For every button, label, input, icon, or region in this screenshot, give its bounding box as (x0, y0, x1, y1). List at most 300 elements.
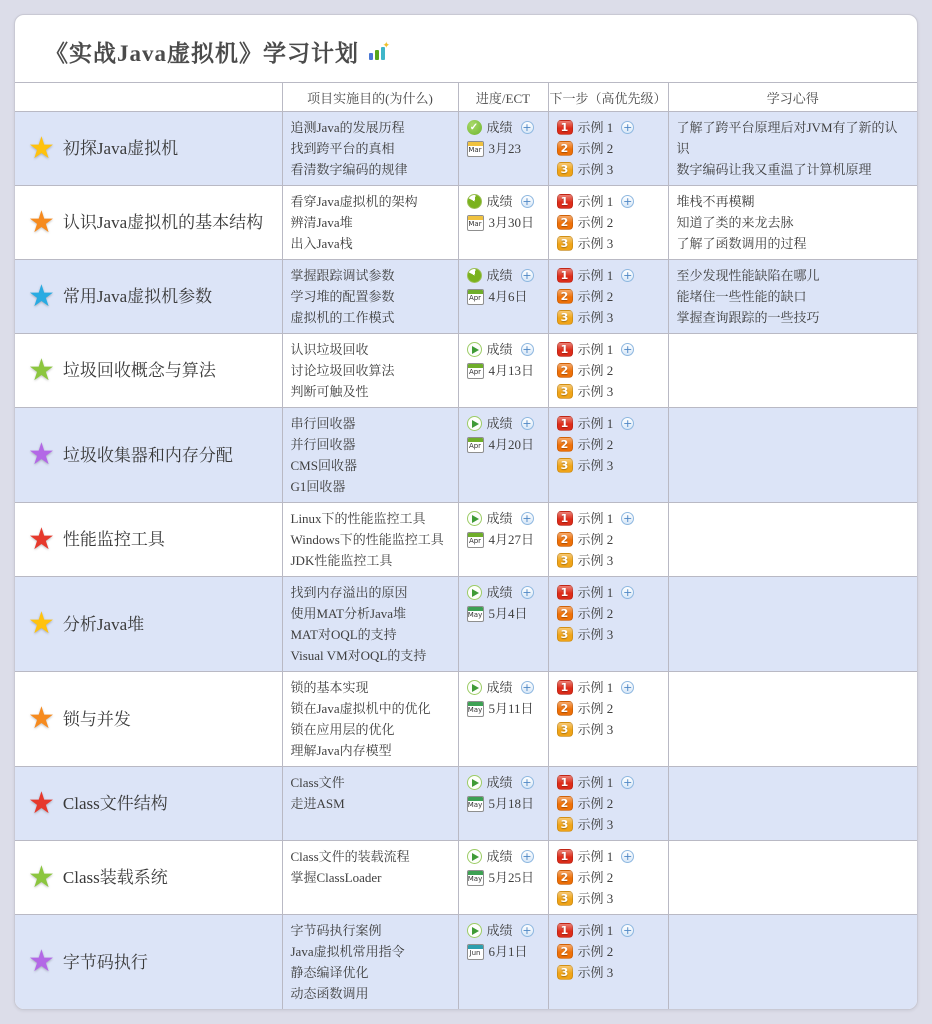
date-label: 4月27日 (488, 532, 535, 547)
note-item: 堆栈不再模糊 (676, 194, 755, 209)
topic-label: 锁与并发 (62, 709, 131, 729)
next-step-label: 示例 3 (577, 384, 614, 399)
next-step-label: 示例 3 (577, 817, 614, 832)
date-label: 5月25日 (488, 870, 535, 885)
next-step-label: 示例 3 (577, 891, 614, 906)
progress-label: 成绩 (486, 923, 513, 938)
next-step-line (557, 286, 660, 307)
next-step-line (557, 920, 660, 941)
notes-cell (668, 334, 917, 408)
add-button[interactable]: + (522, 924, 532, 937)
progress-label: 成绩 (486, 680, 513, 695)
purpose-cell (282, 577, 458, 672)
purpose-item: Visual VM对OQL的支持 (290, 648, 427, 663)
star-icon: ★ (28, 205, 55, 239)
topic-cell (15, 408, 282, 503)
next-step-label: 示例 2 (577, 141, 614, 156)
next-step-label: 示例 2 (577, 289, 614, 304)
progress-label: 成绩 (486, 268, 513, 283)
progress-date-line (467, 793, 540, 814)
next-step-label: 示例 3 (577, 553, 614, 568)
column-header-0 (15, 83, 282, 112)
next-step-label: 示例 2 (577, 215, 614, 230)
progress-cell (458, 186, 548, 260)
next-step-line (557, 529, 660, 550)
progress-cell (458, 260, 548, 334)
calendar-month-label: Jun (469, 949, 481, 957)
learning-plan-card (14, 14, 918, 1010)
date-label: 3月30日 (488, 215, 535, 230)
calendar-icon (467, 796, 484, 812)
topic-cell (15, 767, 282, 841)
plan-row (15, 577, 917, 672)
add-button[interactable]: + (623, 586, 633, 599)
purpose-item: Class文件的装载流程 (290, 849, 410, 864)
add-button[interactable]: + (623, 850, 633, 863)
purpose-item: 讨论垃圾回收算法 (290, 363, 395, 378)
plan-row (15, 672, 917, 767)
priority-badge-2: 2 (557, 437, 573, 452)
next-step-label: 示例 3 (577, 236, 614, 251)
priority-badge-1: 1 (557, 120, 573, 135)
purpose-item: 理解Java内存模型 (290, 743, 392, 758)
topic-label: 常用Java虚拟机参数 (62, 287, 213, 306)
star-icon: ★ (28, 860, 55, 894)
status-play-icon (467, 416, 482, 431)
star-icon: ★ (28, 945, 55, 978)
progress-date-line (467, 698, 540, 719)
add-button[interactable]: + (623, 121, 633, 134)
purpose-item: 掌握ClassLoader (290, 870, 382, 885)
next-step-line (557, 793, 660, 814)
progress-score-line (467, 508, 540, 529)
progress-label: 成绩 (486, 416, 513, 431)
star-icon: ★ (28, 131, 55, 165)
next-step-label: 示例 1 (577, 342, 614, 357)
progress-cell (458, 408, 548, 503)
add-button[interactable]: + (623, 417, 633, 430)
calendar-month-label: May (467, 611, 483, 619)
notes-cell (668, 260, 917, 334)
calendar-month-label: May (467, 875, 483, 883)
priority-badge-1: 1 (557, 680, 573, 695)
progress-date-line (467, 138, 540, 159)
notes-cell (668, 112, 917, 186)
purpose-item: 掌握跟踪调试参数 (290, 268, 395, 283)
topic-cell (15, 503, 282, 577)
purpose-cell (282, 767, 458, 841)
purpose-cell (282, 841, 458, 915)
priority-badge-1: 1 (557, 585, 573, 600)
next-step-label: 示例 1 (577, 416, 614, 431)
progress-cell (458, 503, 548, 577)
add-button[interactable]: + (522, 269, 532, 282)
next-step-label: 示例 2 (577, 437, 614, 452)
next-step-label: 示例 1 (577, 120, 614, 135)
purpose-item: 串行回收器 (290, 416, 356, 431)
next-step-line (557, 381, 660, 402)
priority-badge-1: 1 (557, 511, 573, 526)
notes-cell (668, 767, 917, 841)
calendar-icon (467, 606, 484, 622)
progress-cell (458, 672, 548, 767)
add-button[interactable]: + (522, 195, 532, 208)
priority-badge-1: 1 (557, 268, 573, 283)
date-label: 3月23 (488, 141, 522, 156)
add-button[interactable]: + (623, 343, 633, 356)
topic-label: 性能监控工具 (62, 530, 165, 549)
column-header-2: 进度/ECT (458, 83, 548, 112)
next-step-line (557, 508, 660, 529)
next-step-label: 示例 3 (577, 965, 614, 980)
table-header-row (15, 83, 917, 112)
notes-cell (668, 915, 917, 1010)
date-label: 6月1日 (488, 944, 528, 959)
next-step-label: 示例 2 (577, 796, 614, 811)
next-step-label: 示例 1 (577, 680, 614, 695)
topic-cell (15, 577, 282, 672)
progress-date-line (467, 529, 540, 550)
next-step-line (557, 212, 660, 233)
date-label: 4月6日 (488, 289, 528, 304)
purpose-item: 出入Java栈 (290, 236, 353, 251)
date-label: 5月4日 (488, 606, 528, 621)
purpose-item: 学习堆的配置参数 (290, 289, 395, 304)
next-step-label: 示例 2 (577, 701, 614, 716)
next-step-label: 示例 3 (577, 458, 614, 473)
add-button[interactable]: + (522, 850, 532, 863)
next-step-line (557, 138, 660, 159)
progress-label: 成绩 (486, 342, 513, 357)
progress-score-line (467, 191, 540, 212)
purpose-item: 看清数字编码的规律 (290, 162, 408, 177)
purpose-item: 字节码执行案例 (290, 923, 382, 938)
purpose-item: 追测Java的发展历程 (290, 120, 405, 135)
next-step-label: 示例 3 (577, 162, 614, 177)
progress-label: 成绩 (486, 511, 513, 526)
next-step-label: 示例 1 (577, 923, 614, 938)
next-step-line (557, 867, 660, 888)
priority-badge-3: 3 (557, 458, 573, 473)
status-play-icon (467, 923, 482, 938)
topic-cell (15, 672, 282, 767)
progress-score-line (467, 677, 540, 698)
purpose-cell (282, 408, 458, 503)
progress-score-line (467, 265, 540, 286)
calendar-icon (467, 532, 484, 548)
status-check-icon: ✓ (467, 120, 482, 135)
title-row (15, 15, 917, 82)
topic-label: 分析Java堆 (62, 614, 145, 634)
date-label: 5月18日 (488, 796, 535, 811)
progress-cell (458, 577, 548, 672)
next-step-line (557, 339, 660, 360)
next-step-line (557, 677, 660, 698)
priority-badge-1: 1 (557, 342, 573, 357)
purpose-item: 锁在应用层的优化 (290, 722, 395, 737)
purpose-item: 并行回收器 (290, 437, 356, 452)
note-item: 掌握查询跟踪的一些技巧 (676, 310, 820, 325)
next-steps-cell (548, 915, 668, 1010)
next-step-line (557, 698, 660, 719)
progress-date-line (467, 603, 540, 624)
column-header-4: 学习心得 (668, 83, 917, 112)
priority-badge-1: 1 (557, 923, 573, 938)
bar-chart-icon: ✦ (369, 44, 385, 60)
progress-score-line (467, 582, 540, 603)
column-header-3: 下一步（高优先级） (548, 83, 668, 112)
status-pie-progress-icon (467, 268, 482, 283)
next-steps-cell (548, 577, 668, 672)
next-step-line (557, 962, 660, 983)
priority-badge-3: 3 (557, 891, 573, 906)
add-button[interactable]: + (623, 924, 633, 937)
purpose-item: Java虚拟机常用指令 (290, 944, 405, 959)
priority-badge-1: 1 (557, 416, 573, 431)
purpose-item: 找到跨平台的真相 (290, 141, 395, 156)
calendar-month-label: Mar (468, 146, 482, 154)
topic-label: 字节码执行 (62, 952, 148, 972)
purpose-item: 看穿Java虚拟机的架构 (290, 194, 418, 209)
priority-badge-3: 3 (557, 310, 573, 325)
calendar-month-label: Mar (468, 220, 482, 228)
next-step-line (557, 624, 660, 645)
add-button[interactable]: + (522, 512, 532, 525)
purpose-item: G1回收器 (290, 479, 346, 494)
add-button[interactable]: + (623, 512, 633, 525)
next-step-label: 示例 3 (577, 722, 614, 737)
topic-label: 初探Java虚拟机 (62, 139, 179, 158)
next-steps-cell (548, 408, 668, 503)
progress-cell (458, 767, 548, 841)
star-icon: ★ (28, 702, 55, 735)
star-icon: ★ (28, 522, 55, 556)
priority-badge-3: 3 (557, 236, 573, 251)
topic-cell (15, 915, 282, 1010)
progress-score-line (467, 772, 540, 793)
next-step-line (557, 719, 660, 740)
date-label: 4月20日 (488, 437, 535, 452)
next-step-line (557, 888, 660, 909)
purpose-item: 虚拟机的工作模式 (290, 310, 395, 325)
calendar-icon (467, 437, 484, 453)
add-button[interactable]: + (522, 417, 532, 430)
next-step-line (557, 550, 660, 571)
priority-badge-2: 2 (557, 289, 573, 304)
purpose-cell (282, 915, 458, 1010)
topic-cell (15, 334, 282, 408)
star-icon: ★ (28, 353, 55, 387)
progress-label: 成绩 (486, 775, 513, 790)
priority-badge-2: 2 (557, 141, 573, 156)
purpose-cell (282, 260, 458, 334)
next-steps-cell (548, 260, 668, 334)
plan-row (15, 915, 917, 1010)
progress-date-line (467, 867, 540, 888)
next-step-line (557, 159, 660, 180)
plan-row (15, 334, 917, 408)
date-label: 5月11日 (488, 701, 534, 716)
note-item: 数字编码让我又重温了计算机原理 (676, 162, 872, 177)
next-step-label: 示例 2 (577, 363, 614, 378)
progress-date-line (467, 286, 540, 307)
priority-badge-1: 1 (557, 849, 573, 864)
calendar-month-label: Apr (468, 537, 482, 545)
priority-badge-3: 3 (557, 162, 573, 177)
progress-cell (458, 334, 548, 408)
priority-badge-3: 3 (557, 384, 573, 399)
next-step-line (557, 772, 660, 793)
note-item: 了解了跨平台原理后对JVM有了新的认识 (676, 120, 898, 156)
priority-badge-2: 2 (557, 870, 573, 885)
plan-row (15, 186, 917, 260)
status-play-icon (467, 511, 482, 526)
notes-cell (668, 841, 917, 915)
calendar-month-label: May (467, 801, 483, 809)
calendar-icon (467, 289, 484, 305)
add-button[interactable]: + (522, 343, 532, 356)
progress-date-line (467, 212, 540, 233)
priority-badge-2: 2 (557, 701, 573, 716)
purpose-cell (282, 112, 458, 186)
star-icon: ★ (28, 607, 55, 640)
purpose-item: 找到内存溢出的原因 (290, 585, 408, 600)
purpose-item: 锁的基本实现 (290, 680, 369, 695)
purpose-cell (282, 186, 458, 260)
topic-label: Class文件结构 (62, 794, 168, 813)
plan-row (15, 260, 917, 334)
progress-label: 成绩 (486, 585, 513, 600)
priority-badge-2: 2 (557, 363, 573, 378)
next-step-label: 示例 1 (577, 585, 614, 600)
purpose-item: 走进ASM (290, 796, 345, 811)
plan-row (15, 841, 917, 915)
topic-label: 认识Java虚拟机的基本结构 (62, 213, 264, 232)
priority-badge-1: 1 (557, 194, 573, 209)
priority-badge-2: 2 (557, 944, 573, 959)
priority-badge-2: 2 (557, 796, 573, 811)
purpose-cell (282, 672, 458, 767)
add-button[interactable]: + (522, 681, 532, 694)
next-step-label: 示例 1 (577, 194, 614, 209)
purpose-item: CMS回收器 (290, 458, 357, 473)
star-icon: ★ (28, 438, 55, 471)
progress-date-line (467, 941, 540, 962)
status-pie-progress-icon (467, 194, 482, 209)
next-step-label: 示例 2 (577, 532, 614, 547)
purpose-item: 认识垃圾回收 (290, 342, 369, 357)
add-button[interactable]: + (623, 195, 633, 208)
purpose-item: Linux下的性能监控工具 (290, 511, 426, 526)
notes-cell (668, 503, 917, 577)
notes-cell (668, 186, 917, 260)
progress-score-line (467, 846, 540, 867)
next-step-label: 示例 1 (577, 849, 614, 864)
purpose-item: 静态编译优化 (290, 965, 369, 980)
topic-cell (15, 186, 282, 260)
next-steps-cell (548, 334, 668, 408)
notes-cell (668, 672, 917, 767)
progress-label: 成绩 (486, 849, 513, 864)
page-title: 《实战Java虚拟机》学习计划 (45, 41, 359, 66)
add-button[interactable]: + (623, 269, 633, 282)
next-step-line (557, 307, 660, 328)
next-steps-cell (548, 503, 668, 577)
topic-label: 垃圾收集器和内存分配 (62, 445, 233, 465)
calendar-icon (467, 701, 484, 717)
next-step-line (557, 117, 660, 138)
purpose-cell (282, 503, 458, 577)
next-step-label: 示例 2 (577, 606, 614, 621)
progress-date-line (467, 434, 540, 455)
note-item: 至少发现性能缺陷在哪儿 (676, 268, 820, 283)
calendar-month-label: Apr (468, 368, 482, 376)
next-step-line (557, 846, 660, 867)
add-button[interactable]: + (522, 776, 532, 789)
status-play-icon (467, 775, 482, 790)
next-step-line (557, 434, 660, 455)
calendar-icon (467, 363, 484, 379)
status-play-icon (467, 680, 482, 695)
notes-cell (668, 408, 917, 503)
purpose-item: 使用MAT分析Java堆 (290, 606, 407, 621)
plan-row (15, 408, 917, 503)
topic-cell (15, 260, 282, 334)
next-step-line (557, 265, 660, 286)
add-button[interactable]: + (623, 776, 633, 789)
add-button[interactable]: + (623, 681, 633, 694)
plan-row (15, 767, 917, 841)
priority-badge-3: 3 (557, 627, 573, 642)
next-steps-cell (548, 841, 668, 915)
next-step-label: 示例 3 (577, 627, 614, 642)
progress-score-line (467, 920, 540, 941)
status-play-icon (467, 849, 482, 864)
purpose-item: JDK性能监控工具 (290, 553, 393, 568)
next-steps-cell (548, 112, 668, 186)
plan-table (15, 82, 917, 1009)
column-header-1: 项目实施目的(为什么) (282, 83, 458, 112)
next-step-line (557, 360, 660, 381)
notes-cell (668, 577, 917, 672)
next-step-line (557, 455, 660, 476)
purpose-item: 辨清Java堆 (290, 215, 353, 230)
next-steps-cell (548, 672, 668, 767)
topic-cell (15, 841, 282, 915)
purpose-cell (282, 334, 458, 408)
calendar-icon (467, 141, 484, 157)
next-step-label: 示例 3 (577, 310, 614, 325)
star-icon: ★ (28, 786, 55, 820)
status-play-icon (467, 585, 482, 600)
next-steps-cell (548, 186, 668, 260)
priority-badge-1: 1 (557, 775, 573, 790)
next-step-label: 示例 1 (577, 268, 614, 283)
progress-label: 成绩 (486, 194, 513, 209)
add-button[interactable]: + (522, 586, 532, 599)
priority-badge-3: 3 (557, 722, 573, 737)
add-button[interactable]: + (522, 121, 532, 134)
purpose-item: 锁在Java虚拟机中的优化 (290, 701, 431, 716)
progress-cell (458, 112, 548, 186)
next-step-label: 示例 1 (577, 775, 614, 790)
topic-label: 垃圾回收概念与算法 (62, 361, 216, 380)
next-step-line (557, 814, 660, 835)
progress-date-line (467, 360, 540, 381)
purpose-item: 动态函数调用 (290, 986, 369, 1001)
calendar-icon (467, 870, 484, 886)
next-step-label: 示例 2 (577, 944, 614, 959)
